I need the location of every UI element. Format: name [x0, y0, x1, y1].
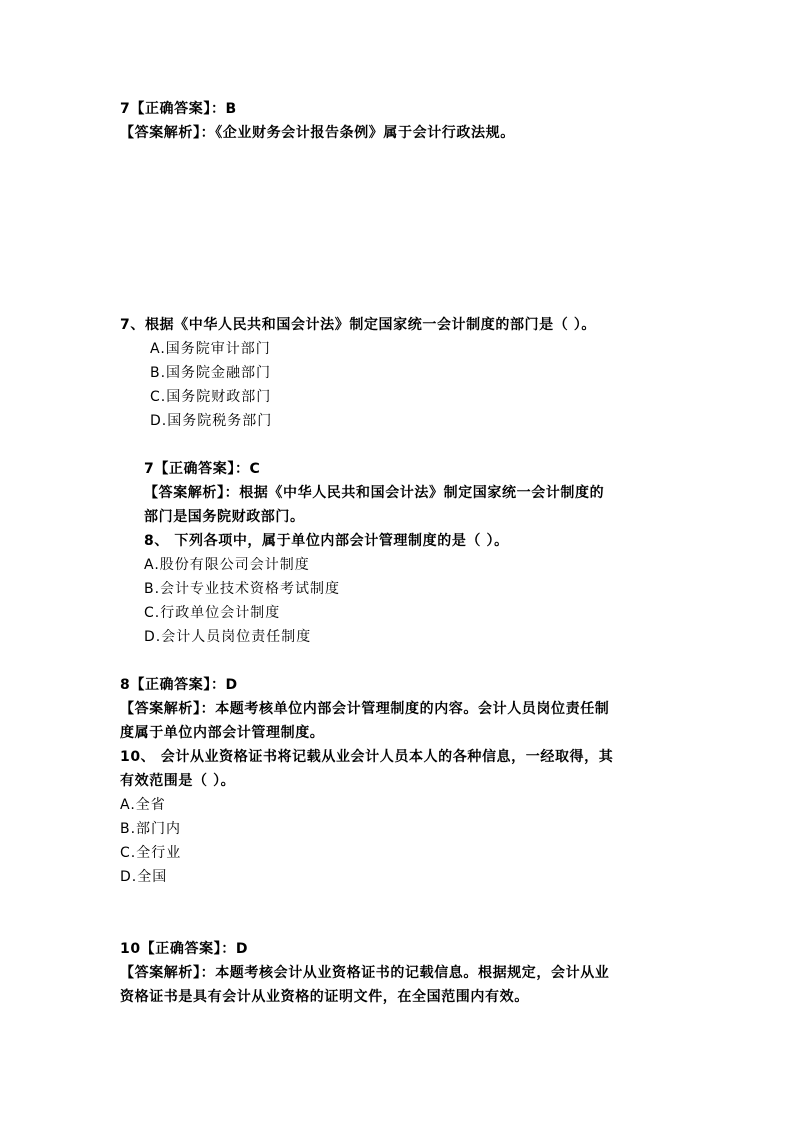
analysis-line-8a: 【答案解析】：本题考核单位内部会计管理制度的内容。会计人员岗位责任制 [120, 701, 610, 717]
question-10-option-b: B.部门内 [120, 821, 182, 837]
question-10-line1: 10、 会计从业资格证书将记载从业会计人员本人的各种信息，一经取得，其 [120, 749, 614, 765]
question-7-option-d: D.国务院税务部门 [150, 413, 273, 429]
question-10-option-d: D.全国 [120, 869, 168, 885]
question-7: 7、根据《中华人民共和国会计法》制定国家统一会计制度的部门是（ ）。 [120, 317, 597, 333]
question-10-option-a: A.全省 [120, 797, 166, 813]
question-7-option-a: A.国务院审计部门 [150, 341, 271, 357]
question-8-option-a: A.股份有限公司会计制度 [144, 557, 310, 573]
analysis-line-10b: 资格证书是具有会计从业资格的证明文件，在全国范围内有效。 [120, 989, 529, 1005]
question-8-option-d: D.会计人员岗位责任制度 [144, 629, 312, 645]
question-10-line2: 有效范围是（ ）。 [120, 773, 236, 789]
question-8-option-c: C.行政单位会计制度 [144, 605, 281, 621]
answer-line-7: 7【正确答案】：C [144, 461, 261, 477]
question-10-option-c: C.全行业 [120, 845, 182, 861]
answer-line-7-first: 7【正确答案】：B [120, 101, 237, 117]
analysis-line-8b: 度属于单位内部会计管理制度。 [120, 725, 325, 741]
analysis-line-7a: 【答案解析】：根据《中华人民共和国会计法》制定国家统一会计制度的 [144, 485, 605, 501]
question-7-option-c: C.国务院财政部门 [150, 389, 272, 405]
question-7-option-b: B.国务院金融部门 [150, 365, 272, 381]
analysis-line-7-first: 【答案解析】：《企业财务会计报告条例》属于会计行政法规。 [120, 125, 515, 141]
answer-line-10: 10【正确答案】：D [120, 941, 249, 957]
answer-line-8: 8【正确答案】：D [120, 677, 238, 693]
analysis-line-10a: 【答案解析】：本题考核会计从业资格证书的记载信息。根据规定，会计从业 [120, 965, 610, 981]
analysis-line-7b: 部门是国务院财政部门。 [144, 509, 305, 525]
question-8: 8、 下列各项中，属于单位内部会计管理制度的是（ ）。 [144, 533, 509, 549]
question-8-option-b: B.会计专业技术资格考试制度 [144, 581, 341, 597]
